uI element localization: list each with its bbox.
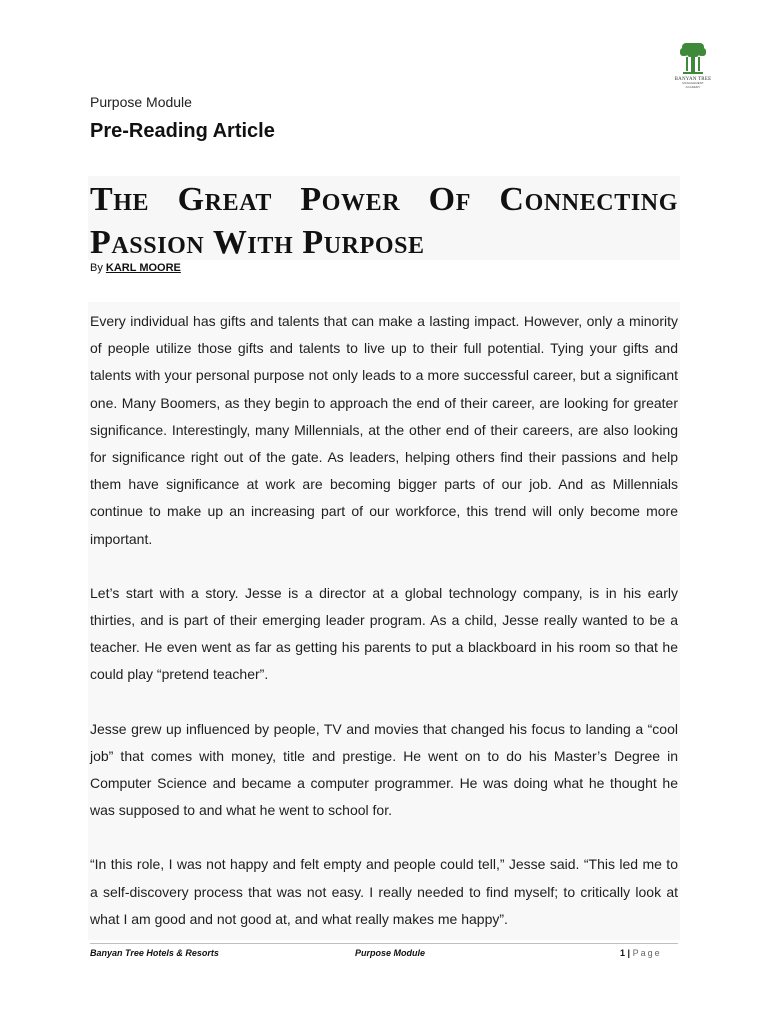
logo-subtitle-1: MANAGEMENT <box>682 81 704 85</box>
logo-brand-name: BANYAN TREE <box>674 77 712 82</box>
page-label: Page <box>632 948 662 958</box>
byline <box>90 262 181 274</box>
page-separator: | <box>627 948 631 958</box>
byline-prefix: By <box>90 262 103 274</box>
footer-page <box>620 948 662 958</box>
author-link[interactable]: KARL MOORE <box>105 262 181 274</box>
footer-module: Purpose Module <box>355 948 426 958</box>
module-label: Purpose Module <box>90 94 192 110</box>
paragraph: Jesse grew up influenced by people, TV and movies that changed his focus to landing a “cool job” that comes with money, title and prestige. He went on to do his Master’s Degree in Computer Science and became a computer programmer. He was doing what he thought he was supposed to and what he went to school for. <box>90 720 678 819</box>
footer-company: Banyan Tree Hotels & Resorts <box>90 948 219 958</box>
article-title: The Great Power Of Connecting Passion With Purpose <box>90 181 678 261</box>
banyan-tree-logo <box>662 42 724 104</box>
paragraph: Let’s start with a story. Jesse is a director at a global technology company, is in his early thirties, and is part of their emerging leader program. As a child, Jesse really wanted to be a teacher. He even went as far as getting his parents to put a blackboard in his room so that he could play “pretend teacher”. <box>90 584 678 683</box>
logo-subtitle-2: ACADEMY <box>685 84 701 89</box>
footer-divider <box>90 943 678 944</box>
tree-icon <box>680 42 706 76</box>
section-title: Pre-Reading Article <box>90 120 275 142</box>
paragraph: Every individual has gifts and talents that can make a lasting impact. However, only a minority of people utilize those gifts and talents to live up to their full potential. Tying your gifts and talents with your personal purpose not only leads to a more successful career, but a significant one. Many Boomers, as they begin to approach the end of their career, are looking for greater significance. Interestingly, many Millennials, at the other end of their careers, are also looking for significance right out of the gate. As leaders, helping others find their passions and help them have significance at work are becoming bigger parts of our job. And as Millennials continue to make up an increasing part of our workforce, this trend will only become more important. <box>90 313 678 547</box>
page-number: 1 <box>620 948 626 958</box>
article-body <box>90 308 678 960</box>
paragraph: “In this role, I was not happy and felt empty and people could tell,” Jesse said. “This led me to a self-discovery process that was not easy. I really needed to find myself; to critically look at what I am good and not good at, and what really makes me happy”. <box>90 856 678 927</box>
